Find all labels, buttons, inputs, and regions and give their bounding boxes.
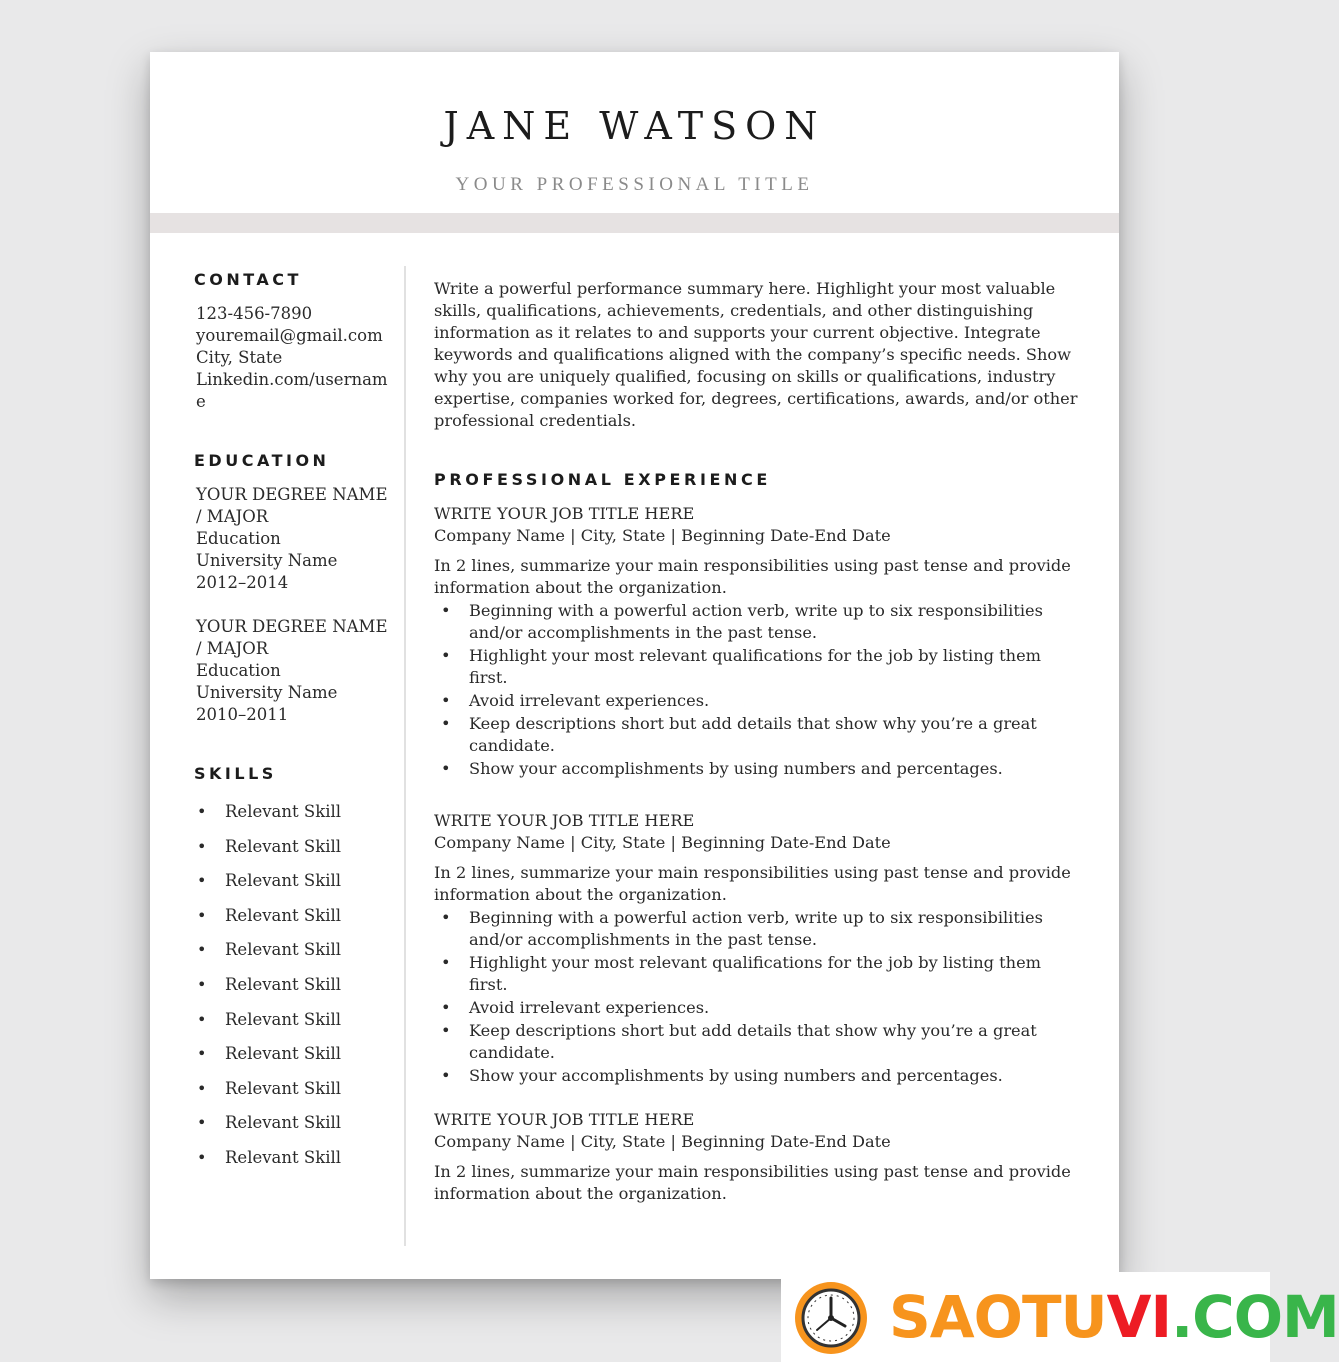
watermark-part-3: .COM bbox=[1171, 1283, 1339, 1351]
education-years: 2010–2011 bbox=[196, 705, 289, 724]
skill-item: • Relevant Skill bbox=[194, 905, 394, 940]
degree-name: YOUR DEGREE NAME / MAJOR bbox=[196, 617, 388, 658]
skill-item: • Relevant Skill bbox=[194, 1147, 394, 1182]
job-description: In 2 lines, summarize your main responsibilities using past tense and provide information about the organization. bbox=[434, 556, 1071, 597]
header-band bbox=[150, 213, 1119, 233]
resume-page bbox=[150, 52, 1119, 1279]
skill-item: • Relevant Skill bbox=[194, 870, 394, 905]
university-name: University Name bbox=[196, 683, 338, 702]
job-bullet: • Avoid irrelevant experiences. bbox=[434, 997, 1084, 1019]
skills-section bbox=[194, 764, 394, 1182]
contact-details bbox=[194, 303, 394, 413]
sidebar bbox=[194, 270, 394, 1182]
job-bullet: • Highlight your most relevant qualifications for the job by listing them first. bbox=[434, 952, 1084, 996]
skill-item: • Relevant Skill bbox=[194, 974, 394, 1009]
education-years: 2012–2014 bbox=[196, 573, 289, 592]
job-description: In 2 lines, summarize your main responsibilities using past tense and provide information about the organization. bbox=[434, 1162, 1071, 1203]
education-entry bbox=[194, 484, 394, 594]
job-description: In 2 lines, summarize your main responsibilities using past tense and provide information about the organization. bbox=[434, 863, 1071, 904]
degree-type: Education bbox=[196, 529, 281, 548]
job-bullet: • Beginning with a powerful action verb, write up to six responsibilities and/or accomplishments in the past tense. bbox=[434, 600, 1084, 644]
experience-heading: PROFESSIONAL EXPERIENCE bbox=[434, 470, 771, 489]
job-bullet: • Beginning with a powerful action verb, write up to six responsibilities and/or accomplishments in the past tense. bbox=[434, 907, 1084, 951]
skills-heading: SKILLS bbox=[194, 764, 277, 783]
job-bullet: • Show your accomplishments by using numbers and percentages. bbox=[434, 1065, 1084, 1087]
job-title: WRITE YOUR JOB TITLE HERE bbox=[434, 811, 695, 830]
job-bullet: • Keep descriptions short but add details that show why you’re a great candidate. bbox=[434, 1020, 1084, 1064]
performance-summary: Write a powerful performance summary here. Highlight your most valuable skills, qualifications, achievements, credentials, and other distinguishing information as it relates to and supports your current objective. Integrate keywords and qualifications aligned with the company’s specific needs. Show why you are uniquely qualified, focusing on skills or qualifications, industry expertise, companies worked for, degrees, certifications, awards, and/or other professional credentials. bbox=[434, 279, 1078, 430]
degree-name: YOUR DEGREE NAME / MAJOR bbox=[196, 485, 388, 526]
job-bullet: • Show your accomplishments by using numbers and percentages. bbox=[434, 758, 1084, 780]
job-bullet: • Keep descriptions short but add details that show why you’re a great candidate. bbox=[434, 713, 1084, 757]
job-title: WRITE YOUR JOB TITLE HERE bbox=[434, 1110, 695, 1129]
skill-item: • Relevant Skill bbox=[194, 1078, 394, 1113]
education-entry bbox=[194, 616, 394, 726]
column-divider bbox=[404, 266, 406, 1246]
job-title: WRITE YOUR JOB TITLE HERE bbox=[434, 504, 695, 523]
university-name: University Name bbox=[196, 551, 338, 570]
job-company: Company Name | City, State | Beginning Date-End Date bbox=[434, 833, 891, 852]
professional-title: YOUR PROFESSIONAL TITLE bbox=[455, 174, 814, 195]
skill-item: • Relevant Skill bbox=[194, 1009, 394, 1044]
job-company: Company Name | City, State | Beginning Date-End Date bbox=[434, 1132, 891, 1151]
degree-type: Education bbox=[196, 661, 281, 680]
job-entry bbox=[434, 810, 1084, 1087]
contact-linkedin: Linkedin.com/username bbox=[196, 370, 388, 411]
contact-phone: 123-456-7890 bbox=[196, 304, 313, 323]
job-bullet: • Avoid irrelevant experiences. bbox=[434, 690, 1084, 712]
education-heading: EDUCATION bbox=[194, 451, 330, 470]
main-column bbox=[434, 278, 1084, 1227]
skill-item: • Relevant Skill bbox=[194, 836, 394, 871]
skill-item: • Relevant Skill bbox=[194, 1112, 394, 1147]
watermark-part-1: SAOTU bbox=[889, 1283, 1107, 1351]
clock-icon bbox=[791, 1278, 871, 1358]
skill-item: • Relevant Skill bbox=[194, 801, 394, 836]
job-company: Company Name | City, State | Beginning Date-End Date bbox=[434, 526, 891, 545]
contact-heading: CONTACT bbox=[194, 270, 302, 289]
skill-item: • Relevant Skill bbox=[194, 1043, 394, 1078]
job-entry bbox=[434, 1109, 1084, 1205]
job-entry bbox=[434, 503, 1084, 780]
watermark-part-2: VI bbox=[1106, 1283, 1172, 1351]
watermark-text bbox=[889, 1282, 1339, 1352]
job-bullets bbox=[434, 600, 1084, 780]
job-bullet: • Highlight your most relevant qualifications for the job by listing them first. bbox=[434, 645, 1084, 689]
contact-location: City, State bbox=[196, 348, 283, 367]
contact-section bbox=[194, 270, 394, 413]
education-section bbox=[194, 451, 394, 726]
job-bullets bbox=[434, 907, 1084, 1087]
candidate-name: JANE WATSON bbox=[443, 104, 826, 148]
skill-item: • Relevant Skill bbox=[194, 939, 394, 974]
skills-list bbox=[194, 801, 394, 1182]
contact-email: youremail@gmail.com bbox=[196, 326, 383, 345]
watermark bbox=[781, 1272, 1339, 1362]
